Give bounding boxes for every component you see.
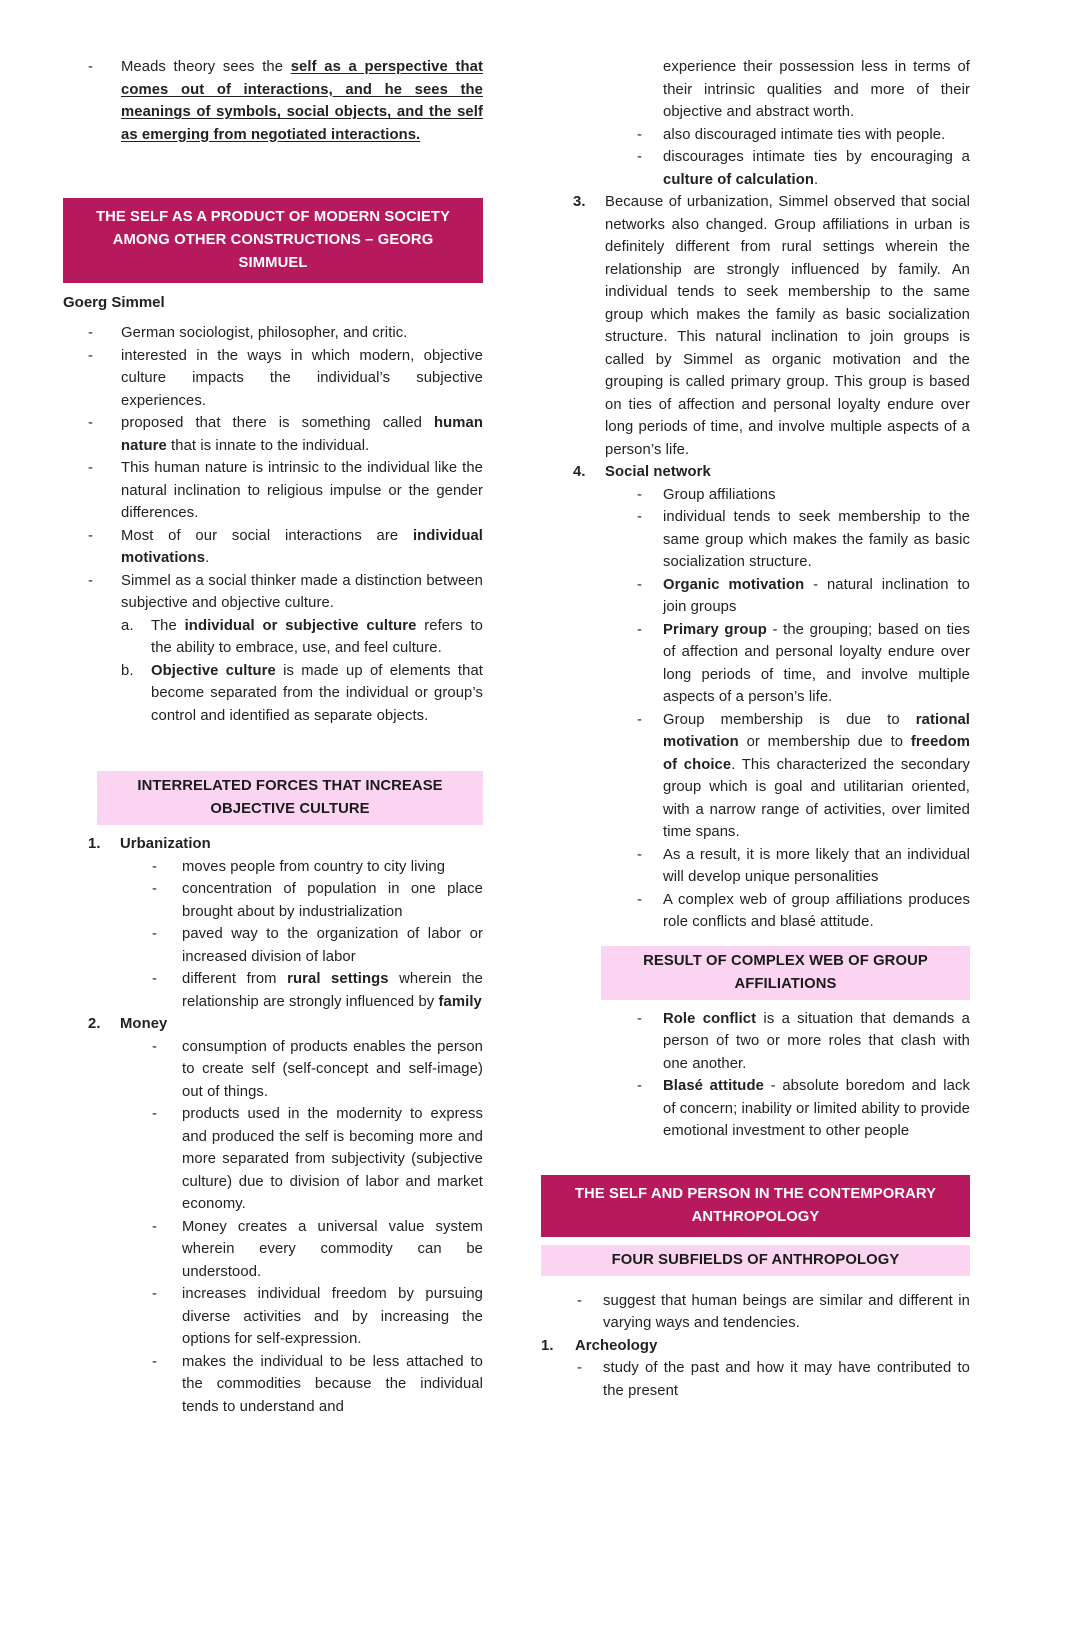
list-item (152, 923, 483, 968)
text-run: - natural inclination to join groups (663, 576, 971, 615)
list-item-text (663, 124, 970, 147)
text-run: human nature (121, 415, 483, 454)
list-marker: - (637, 509, 643, 525)
text-run: Group affiliations (663, 486, 776, 503)
text-run: self as a perspective that comes out of interactions, and he sees the meanings of symbols, social objects, and the self as emerging from negotiated interactions. (121, 59, 483, 143)
text-run: This human nature is intrinsic to the individual like the natural inclination to religious impulse or the gender differences. (121, 460, 483, 521)
list-item (637, 619, 970, 709)
text-run: culture of calculation (663, 171, 815, 188)
bullet-list (541, 1335, 970, 1403)
list-marker: a. (121, 617, 134, 634)
text-run: . (205, 550, 210, 566)
list-marker: - (88, 415, 94, 431)
text-run: Blasé attitude (663, 1078, 764, 1094)
list-marker: - (637, 149, 643, 165)
list-item-text (120, 1013, 483, 1418)
list-item-text (151, 660, 483, 728)
text-run: is made up of elements that become separated from the individual or group’s control and identified as separate objects. (151, 662, 483, 724)
list-item (637, 889, 970, 934)
list-marker: - (152, 881, 158, 897)
bullet-list (88, 322, 483, 727)
list-item (637, 56, 970, 124)
list-item (88, 525, 483, 570)
list-item-text (182, 1103, 483, 1216)
text-run: proposed that there is something called (121, 415, 434, 431)
list-item (88, 457, 483, 525)
list-marker: - (152, 1218, 158, 1235)
list-item-text (603, 1290, 970, 1335)
list-marker: 3. (573, 194, 586, 210)
list-item-text (121, 412, 483, 457)
text-run: Most of our social interactions are (121, 527, 413, 544)
list-item-text (121, 525, 483, 570)
list-item-text (182, 923, 483, 968)
bullet-list (637, 1008, 970, 1143)
list-item (152, 968, 483, 1013)
list-marker: - (88, 460, 94, 476)
text-run: freedom of choice (663, 734, 970, 773)
text-run: Primary group (663, 621, 767, 638)
bullet-list (637, 484, 970, 934)
list-marker: - (152, 1353, 158, 1370)
text-run: products used in the modernity to express and produced the self is becoming more and more separated from subjectivity (subjective culture) due to division of labor and market economy. (182, 1106, 483, 1212)
list-marker: - (152, 926, 158, 942)
list-marker: 2. (88, 1016, 101, 1032)
list-item-text (605, 191, 970, 461)
bullet-list (88, 56, 483, 146)
text-run: A complex web of group affiliations produces role conflicts and blasé attitude. (663, 891, 970, 930)
list-item (637, 506, 970, 574)
text-run: individual or subjective culture (184, 617, 417, 634)
list-item-text (182, 1283, 483, 1351)
list-marker: - (637, 1010, 643, 1027)
list-item (152, 1103, 483, 1216)
section-header-dark: THE SELF AS A PRODUCT OF MODERN SOCIETY AMONG OTHER CONSTRUCTIONS – GEORG SIMMUEL (63, 198, 483, 283)
text-run: concentration of population in one place brought about by industrialization (182, 881, 483, 920)
list-item-text (663, 889, 970, 934)
bullet-list (577, 1290, 970, 1335)
text-run: is a situation that demands a person of two or more roles that clash with one another. (663, 1010, 970, 1072)
section-header-light: INTERRELATED FORCES THAT INCREASE OBJECTIVE CULTURE (97, 771, 483, 825)
list-item (152, 1036, 483, 1104)
list-item-text (121, 322, 483, 345)
list-item-text (182, 968, 483, 1013)
text-run: rural settings (287, 971, 389, 987)
list-item (152, 1351, 483, 1419)
list-item-text (182, 1216, 483, 1284)
list-item (121, 660, 483, 728)
text-run: consumption of products enables the person to create self (self-concept and self-image) out of things. (182, 1038, 483, 1100)
bullet-list (152, 856, 483, 1014)
list-item (637, 1008, 970, 1076)
list-item-text (663, 619, 970, 709)
text-run: . This characterized the secondary group which is goal and utilitarian oriented, with a narrow range of activities, over limited time spans. (663, 756, 970, 840)
list-item (88, 345, 483, 413)
text-run: individual motivations (121, 527, 483, 566)
text-run: Archeology (575, 1337, 658, 1354)
list-item-text (121, 457, 483, 525)
list-marker: - (637, 1078, 643, 1094)
list-item-text (663, 506, 970, 574)
list-marker: - (152, 858, 158, 875)
list-marker: - (152, 971, 158, 987)
list-item (88, 570, 483, 728)
text-run: family (438, 993, 482, 1010)
list-item (573, 191, 970, 461)
list-item-text (575, 1335, 970, 1403)
text-run: - the grouping; based on ties of affection and personal loyalty endure over long periods of time, and involve multiple aspects of a person’s life. (663, 621, 971, 705)
list-item (88, 412, 483, 457)
bullet-list (577, 1357, 970, 1402)
text-run: - absolute boredom and lack of concern; inability or limited ability to provide emotional investment to other people (663, 1078, 970, 1139)
list-item-text (120, 833, 483, 1013)
list-marker: - (637, 486, 643, 503)
list-item-text (663, 574, 970, 619)
list-item (577, 1357, 970, 1402)
list-marker: - (577, 1360, 583, 1376)
text-run: Group membership is due to (663, 711, 916, 728)
list-item-text (121, 345, 483, 413)
text-run: The (151, 617, 185, 634)
bullet-list (573, 191, 970, 934)
list-item (88, 56, 483, 146)
section-header-dark: THE SELF AND PERSON IN THE CONTEMPORARY ANTHROPOLOGY (541, 1175, 970, 1237)
bullet-list (121, 615, 483, 728)
list-item (637, 709, 970, 844)
text-run: Objective culture (151, 662, 276, 679)
text-run: Simmel as a social thinker made a distinction between subjective and objective culture. (121, 572, 483, 611)
text-run: wherein the relationship are strongly influenced by (182, 971, 484, 1010)
list-item-text (121, 570, 483, 728)
bullet-list (637, 56, 970, 191)
list-marker: - (637, 891, 643, 908)
list-item-text (663, 56, 970, 124)
list-marker: b. (121, 662, 134, 679)
list-item (541, 1335, 970, 1403)
text-run: refers to the ability to embrace, use, and feel culture. (151, 617, 483, 656)
list-marker: - (152, 1038, 158, 1055)
list-marker: - (152, 1106, 158, 1122)
list-item-text (663, 1075, 970, 1143)
list-marker: 1. (541, 1337, 554, 1354)
list-item (637, 574, 970, 619)
list-item (637, 484, 970, 507)
list-marker: - (88, 59, 94, 75)
list-marker: - (88, 527, 94, 544)
text-run: increases individual freedom by pursuing diverse activities and by increasing the options for self-expression. (182, 1286, 483, 1347)
list-marker: - (152, 1286, 158, 1302)
list-item (577, 1290, 970, 1335)
list-marker: - (577, 1292, 583, 1309)
list-item-text (182, 1351, 483, 1419)
list-item-text (663, 146, 970, 191)
text-run: Social network (605, 464, 711, 480)
text-run: different from (182, 971, 288, 987)
text-run: Urbanization (120, 836, 211, 852)
list-marker: - (88, 347, 94, 364)
text-run: As a result, it is more likely that an individual will develop unique personalities (663, 846, 970, 885)
list-item (637, 124, 970, 147)
list-item (152, 878, 483, 923)
list-item-text (663, 709, 970, 844)
text-run: suggest that human beings are similar and different in varying ways and tendencies. (603, 1292, 970, 1331)
text-run: interested in the ways in which modern, objective culture impacts the individual’s subjective experiences. (121, 347, 483, 409)
text-run: Money (120, 1016, 168, 1032)
list-item (637, 146, 970, 191)
list-marker: - (88, 325, 94, 341)
list-marker: - (637, 576, 643, 593)
left-column (63, 56, 483, 1418)
list-item (573, 461, 970, 934)
list-item-text (663, 484, 970, 507)
list-marker: 4. (573, 464, 586, 480)
subheading: Goerg Simmel (63, 294, 165, 311)
list-marker: - (637, 846, 643, 863)
text-run: Organic motivation (663, 576, 805, 593)
list-item-text (182, 878, 483, 923)
text-run: that is innate to the individual. (166, 437, 370, 454)
list-item-text (121, 56, 483, 146)
text-run: paved way to the organization of labor or increased division of labor (182, 926, 483, 965)
text-run: discourages intimate ties by encouraging a (663, 149, 970, 165)
list-item (152, 856, 483, 879)
text-run: Money creates a universal value system wherein every commodity can be understood. (182, 1218, 483, 1280)
list-item-text (663, 1008, 970, 1076)
list-item (88, 833, 483, 1013)
list-item-text (605, 461, 970, 934)
list-marker: - (637, 711, 643, 728)
bullet-list (88, 833, 483, 1418)
text-run: experience their possession less in terms of their intrinsic qualities and more of their objective and abstract worth. (663, 59, 970, 120)
list-marker (637, 56, 663, 124)
list-item (121, 615, 483, 660)
text-run: also discouraged intimate ties with people. (663, 126, 946, 143)
section-header-light: FOUR SUBFIELDS OF ANTHROPOLOGY (541, 1245, 970, 1276)
list-item (88, 322, 483, 345)
text-run: study of the past and how it may have contributed to the present (603, 1360, 970, 1399)
text-run: Because of urbanization, Simmel observed that social networks also changed. Group affiliations in urban is definitely different from rural settings wherein the relationship are strongly influenced by family. An individual tends to seek membership to the same group which makes the family as basic socialization structure. This natural inclination to join groups is called by Simmel as organic motivation and the grouping is called primary group. This group is based on ties of affection and personal loyalty endure over long periods of time, and involve multiple aspects of a person’s life. (605, 194, 970, 458)
list-item (88, 1013, 483, 1418)
text-run: moves people from country to city living (182, 858, 446, 875)
list-item-text (182, 1036, 483, 1104)
bullet-list (152, 1036, 483, 1419)
list-marker: 1. (88, 836, 101, 852)
list-marker: - (637, 621, 643, 638)
list-item (637, 844, 970, 889)
list-item-text (663, 844, 970, 889)
list-item-text (151, 615, 483, 660)
list-item-text (603, 1357, 970, 1402)
text-run: . (814, 171, 819, 188)
text-run: makes the individual to be less attached to the commodities because the individual tends to understand and (182, 1353, 483, 1415)
list-item (637, 1075, 970, 1143)
text-run: or membership due to (738, 734, 911, 750)
list-item-text (182, 856, 483, 879)
list-item (152, 1283, 483, 1351)
list-marker: - (637, 126, 643, 143)
text-run: Role conflict (663, 1010, 757, 1027)
list-marker: - (88, 572, 94, 589)
text-run: German sociologist, philosopher, and critic. (121, 325, 408, 341)
right-column (541, 56, 970, 1402)
section-header-light: RESULT OF COMPLEX WEB OF GROUP AFFILIATIONS (601, 946, 970, 1000)
text-run: individual tends to seek membership to the same group which makes the family as basic socialization structure. (663, 509, 970, 570)
text-run: rational motivation (663, 711, 970, 750)
list-item (152, 1216, 483, 1284)
text-run: Meads theory sees the (121, 59, 291, 75)
